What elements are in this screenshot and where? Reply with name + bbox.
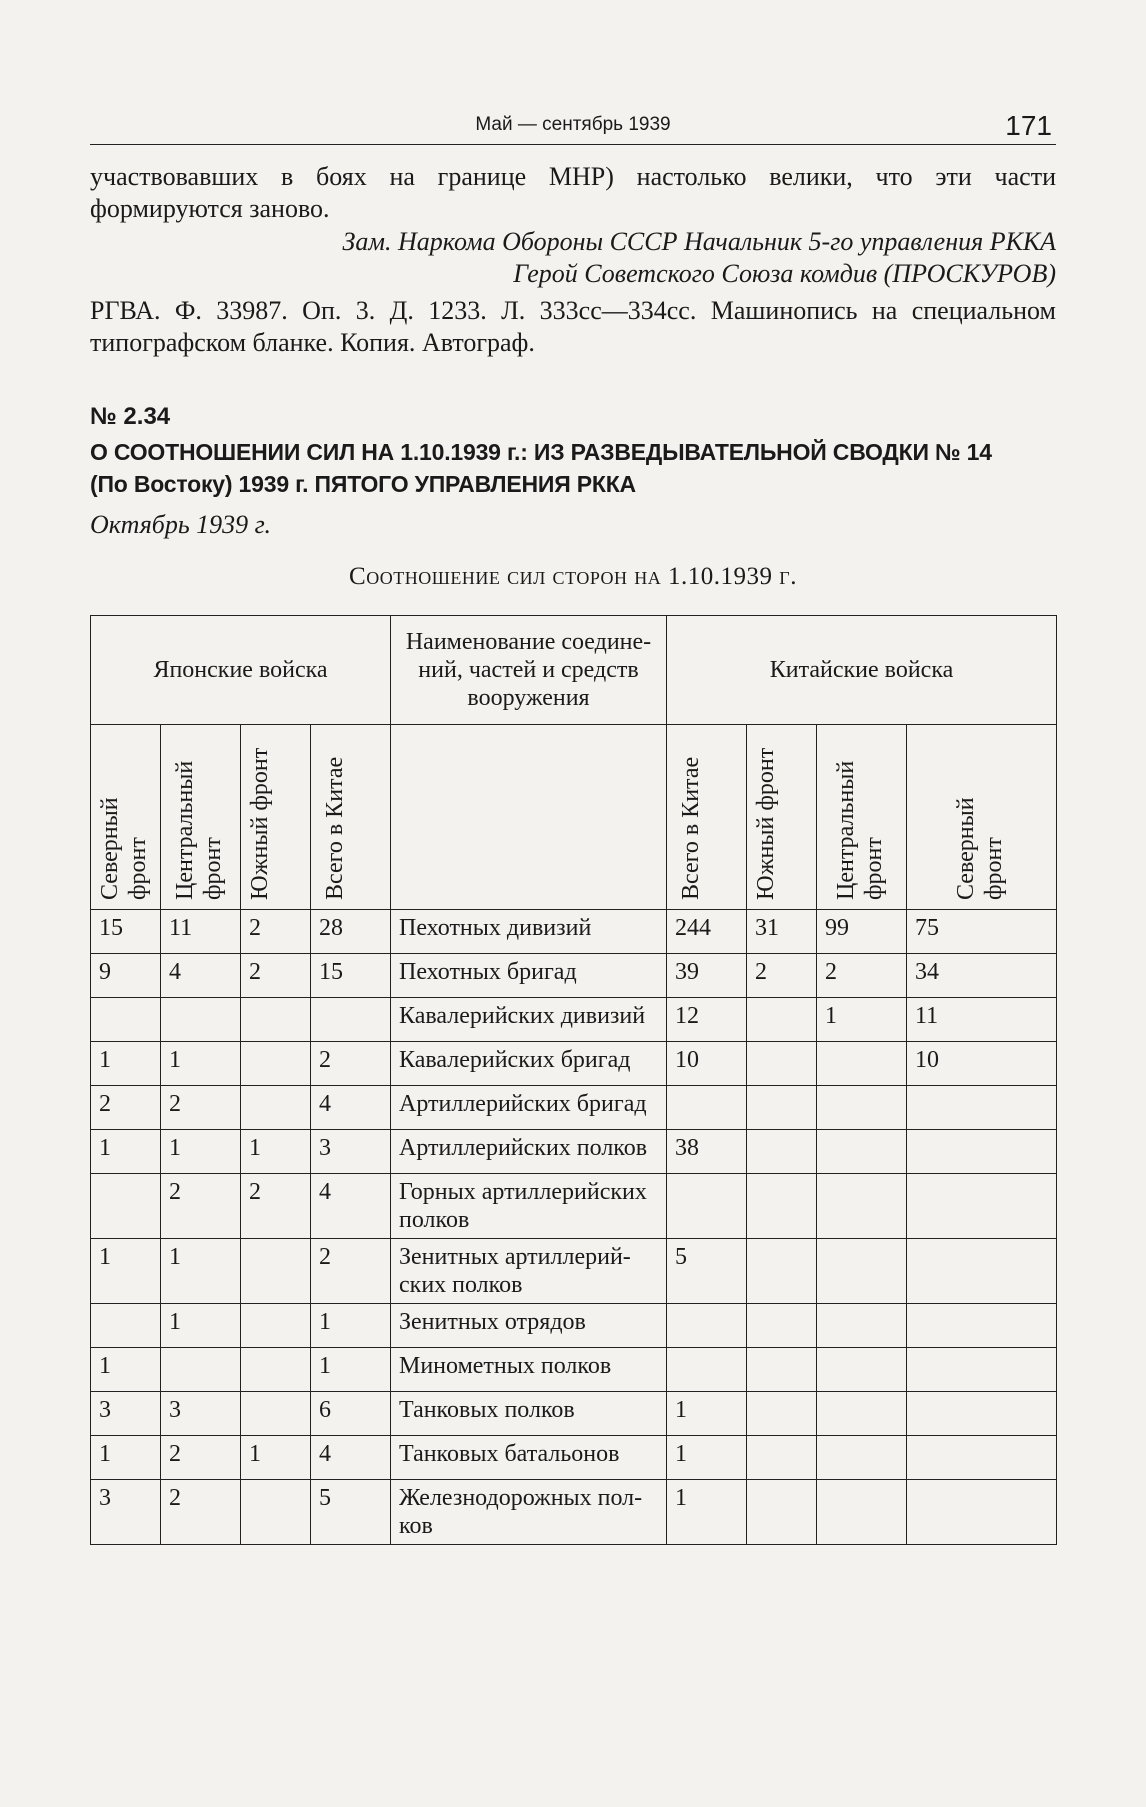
value-cell: 15 [311, 954, 391, 998]
unit-name-cell: Артиллерийских полков [391, 1130, 667, 1174]
running-header [90, 110, 1056, 145]
value-cell: 2 [311, 1042, 391, 1086]
value-cell: 2 [311, 1239, 391, 1304]
value-cell [817, 1348, 907, 1392]
value-cell [907, 1348, 1057, 1392]
value-cell [667, 1304, 747, 1348]
table-row [91, 1174, 1057, 1239]
document-title [90, 436, 1056, 500]
signature-line: Герой Советского Союза комдив (ПРОСКУРОВ) [513, 259, 1056, 288]
value-cell: 2 [161, 1480, 241, 1545]
value-cell [241, 1348, 311, 1392]
value-cell: 3 [91, 1392, 161, 1436]
value-cell [747, 1436, 817, 1480]
col-header-text: Центральный фронт [832, 760, 887, 900]
value-cell: 1 [311, 1304, 391, 1348]
document-number: № 2.34 [90, 403, 171, 430]
chinese-forces-header: Китайские войска [667, 616, 1057, 725]
table-title: Соотношение сил сторон на 1.10.1939 г. [349, 563, 797, 590]
value-cell: 1 [311, 1348, 391, 1392]
value-cell [907, 1239, 1057, 1304]
value-cell [667, 1174, 747, 1239]
value-cell [747, 1304, 817, 1348]
col-header-c-north [907, 725, 1057, 910]
col-header-j-central [161, 725, 241, 910]
value-cell: 1 [161, 1239, 241, 1304]
col-header-text: Южный фронт [246, 747, 273, 900]
signature-block [343, 226, 1056, 290]
table-row [91, 1392, 1057, 1436]
paragraph-line: формируются заново. [90, 194, 330, 223]
value-cell [241, 1304, 311, 1348]
document-title-line: О СООТНОШЕНИИ СИЛ НА 1.10.1939 г.: ИЗ РАЗВЕДЫВАТЕЛЬНОЙ СВОДКИ № 14 [90, 439, 992, 465]
value-cell [241, 1480, 311, 1545]
unit-name-cell: Танковых батальонов [391, 1436, 667, 1480]
col-header-j-south [241, 725, 311, 910]
unit-name-cell: Железнодорожных пол-ков [391, 1480, 667, 1545]
unit-name-cell: Пехотных дивизий [391, 910, 667, 954]
header-line: вооружения [467, 685, 590, 711]
value-cell [747, 1042, 817, 1086]
header-line: Наименование соедине- [405, 629, 652, 655]
archive-reference [90, 295, 1056, 359]
value-cell: 4 [311, 1086, 391, 1130]
value-cell [817, 1304, 907, 1348]
col-header-j-total [311, 725, 391, 910]
unit-name-cell: Зенитных артиллерий-ских полков [391, 1239, 667, 1304]
archive-line: типографском бланке. Копия. Автограф. [90, 328, 535, 357]
value-cell: 3 [311, 1130, 391, 1174]
value-cell: 1 [241, 1130, 311, 1174]
unit-name-cell: Пехотных бригад [391, 954, 667, 998]
value-cell: 12 [667, 998, 747, 1042]
value-cell: 1 [91, 1348, 161, 1392]
value-cell [817, 1174, 907, 1239]
value-cell [91, 1304, 161, 1348]
forces-table [90, 615, 1057, 1545]
table-row [91, 954, 1057, 998]
signature-line: Зам. Наркома Обороны СССР Начальник 5-го управления РККА [342, 227, 1056, 256]
col-header-name-blank [391, 725, 667, 910]
value-cell [241, 1239, 311, 1304]
value-cell: 4 [311, 1174, 391, 1239]
col-header-text: Северный фронт [952, 797, 1007, 900]
value-cell [907, 1436, 1057, 1480]
value-cell [161, 998, 241, 1042]
table-row [91, 1480, 1057, 1545]
col-header-text: Южный фронт [752, 747, 779, 900]
value-cell: 244 [667, 910, 747, 954]
value-cell: 1 [667, 1436, 747, 1480]
value-cell: 38 [667, 1130, 747, 1174]
table-body [91, 910, 1057, 1545]
value-cell [817, 1392, 907, 1436]
value-cell [91, 998, 161, 1042]
value-cell [241, 1392, 311, 1436]
value-cell: 1 [667, 1480, 747, 1545]
value-cell [747, 1348, 817, 1392]
value-cell [907, 1174, 1057, 1239]
table-row [91, 1436, 1057, 1480]
value-cell [907, 1392, 1057, 1436]
value-cell: 1 [91, 1130, 161, 1174]
col-header-text: Всего в Китае [321, 756, 348, 900]
value-cell: 3 [91, 1480, 161, 1545]
value-cell: 1 [241, 1436, 311, 1480]
value-cell [907, 1304, 1057, 1348]
value-cell [91, 1174, 161, 1239]
value-cell: 2 [241, 954, 311, 998]
value-cell [817, 1239, 907, 1304]
value-cell: 10 [907, 1042, 1057, 1086]
value-cell: 2 [817, 954, 907, 998]
value-cell: 28 [311, 910, 391, 954]
value-cell [907, 1480, 1057, 1545]
value-cell [667, 1086, 747, 1130]
table-row [91, 1042, 1057, 1086]
unit-name-cell: Горных артиллерийских полков [391, 1174, 667, 1239]
col-header-text: Северный фронт [96, 797, 151, 900]
value-cell: 11 [161, 910, 241, 954]
col-header-c-central [817, 725, 907, 910]
value-cell: 2 [161, 1174, 241, 1239]
table-row [91, 998, 1057, 1042]
value-cell [747, 1130, 817, 1174]
value-cell: 4 [161, 954, 241, 998]
paragraph-intro [90, 161, 1056, 225]
value-cell [241, 1042, 311, 1086]
paragraph-line: участвовавших в боях на границе МНР) настолько велики, что эти части [90, 162, 1056, 191]
value-cell [747, 1480, 817, 1545]
value-cell: 2 [241, 910, 311, 954]
col-header-text: Всего в Китае [677, 756, 704, 900]
col-header-j-north [91, 725, 161, 910]
col-header-c-total [667, 725, 747, 910]
value-cell: 5 [667, 1239, 747, 1304]
table-row [91, 1086, 1057, 1130]
value-cell: 1 [91, 1042, 161, 1086]
col-header-c-south [747, 725, 817, 910]
japanese-forces-header: Японские войска [91, 616, 391, 725]
unit-name-cell: Кавалерийских дивизий [391, 998, 667, 1042]
value-cell: 10 [667, 1042, 747, 1086]
header-line: ний, частей и средств [418, 657, 639, 683]
value-cell: 99 [817, 910, 907, 954]
value-cell [907, 1130, 1057, 1174]
unit-name-cell: Танковых полков [391, 1392, 667, 1436]
value-cell [817, 1130, 907, 1174]
table-row [91, 1304, 1057, 1348]
table-row [91, 910, 1057, 954]
value-cell: 15 [91, 910, 161, 954]
value-cell: 4 [311, 1436, 391, 1480]
unit-name-cell: Зенитных отрядов [391, 1304, 667, 1348]
value-cell: 1 [91, 1436, 161, 1480]
value-cell: 2 [161, 1086, 241, 1130]
value-cell: 3 [161, 1392, 241, 1436]
value-cell [747, 1086, 817, 1130]
value-cell: 75 [907, 910, 1057, 954]
value-cell [311, 998, 391, 1042]
table-row [91, 1348, 1057, 1392]
value-cell [161, 1348, 241, 1392]
value-cell [817, 1086, 907, 1130]
value-cell [907, 1086, 1057, 1130]
unit-name-cell: Минометных полков [391, 1348, 667, 1392]
value-cell: 2 [161, 1436, 241, 1480]
value-cell: 5 [311, 1480, 391, 1545]
archive-line: РГВА. Ф. 33987. Оп. 3. Д. 1233. Л. 333сс—334сс. Машинопись на специальном [90, 296, 1056, 325]
value-cell [747, 1392, 817, 1436]
value-cell: 2 [91, 1086, 161, 1130]
value-cell: 1 [667, 1392, 747, 1436]
value-cell: 1 [161, 1042, 241, 1086]
value-cell: 34 [907, 954, 1057, 998]
value-cell: 2 [747, 954, 817, 998]
value-cell: 39 [667, 954, 747, 998]
value-cell [241, 998, 311, 1042]
document-date: Октябрь 1939 г. [90, 510, 271, 539]
unit-name-header [391, 616, 667, 725]
value-cell [747, 1174, 817, 1239]
value-cell: 31 [747, 910, 817, 954]
running-title: Май — сентябрь 1939 [475, 114, 671, 135]
value-cell [817, 1480, 907, 1545]
value-cell [817, 1042, 907, 1086]
table-row [91, 1239, 1057, 1304]
value-cell [817, 1436, 907, 1480]
value-cell [747, 998, 817, 1042]
unit-name-cell: Кавалерийских бригад [391, 1042, 667, 1086]
value-cell: 2 [241, 1174, 311, 1239]
value-cell: 6 [311, 1392, 391, 1436]
unit-name-cell: Артиллерийских бригад [391, 1086, 667, 1130]
table-row [91, 1130, 1057, 1174]
value-cell [667, 1348, 747, 1392]
value-cell: 1 [91, 1239, 161, 1304]
value-cell [241, 1086, 311, 1130]
value-cell: 9 [91, 954, 161, 998]
page-number: 171 [1005, 110, 1052, 141]
value-cell [747, 1239, 817, 1304]
value-cell: 1 [817, 998, 907, 1042]
value-cell: 11 [907, 998, 1057, 1042]
document-title-line: (По Востоку) 1939 г. ПЯТОГО УПРАВЛЕНИЯ РККА [90, 471, 636, 497]
value-cell: 1 [161, 1304, 241, 1348]
value-cell: 1 [161, 1130, 241, 1174]
col-header-text: Центральный фронт [171, 760, 226, 900]
